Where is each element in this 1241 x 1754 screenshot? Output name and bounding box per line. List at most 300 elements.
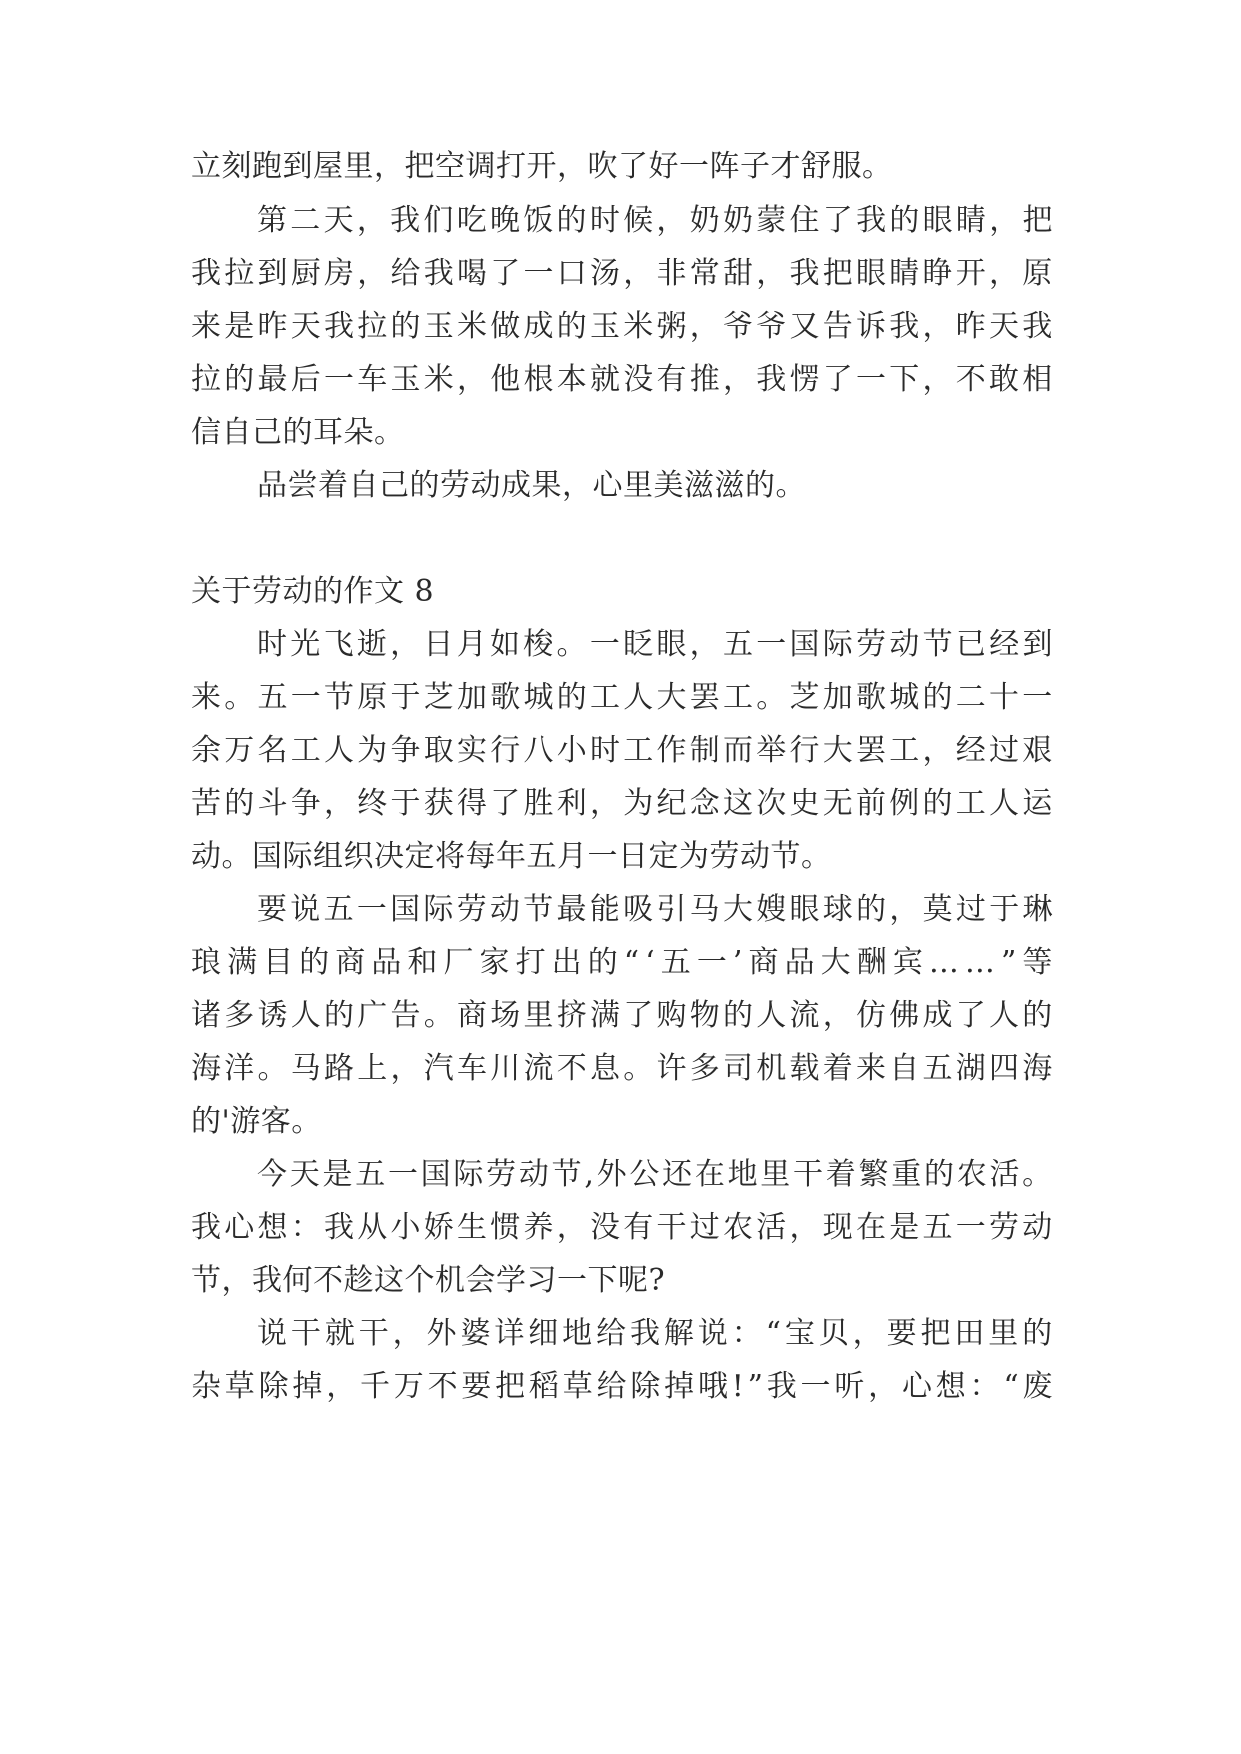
char: 告: [390, 998, 421, 1033]
char: 挤: [556, 998, 588, 1033]
char: 拉: [224, 256, 255, 291]
char: 出: [551, 945, 583, 980]
char: 又: [789, 309, 820, 344]
char: 动: [518, 1157, 550, 1192]
char: 加: [822, 680, 854, 715]
char: 光: [290, 627, 321, 662]
char: 本: [556, 362, 588, 397]
char: 厂: [443, 945, 474, 980]
char: 地: [562, 1316, 593, 1351]
char: 日: [423, 627, 454, 662]
char: 许: [656, 1051, 687, 1086]
char: 眼: [656, 627, 687, 662]
text-line: [191, 1049, 1053, 1089]
char: 五: [257, 680, 288, 715]
char: 活: [989, 1157, 1020, 1192]
char: 厨: [290, 256, 322, 291]
char: ”: [1000, 945, 1017, 980]
char: 的: [889, 203, 920, 238]
char: 拉: [191, 362, 222, 397]
char: 的: [922, 680, 953, 715]
char: 奶: [689, 203, 721, 238]
char: 天: [289, 1157, 321, 1192]
char: 口: [556, 256, 588, 291]
char: 。: [623, 1051, 654, 1086]
text-line: [191, 943, 1053, 983]
char: 里: [988, 1316, 1019, 1351]
char: 万: [393, 1369, 425, 1404]
char: 还: [662, 1157, 693, 1192]
char: 湖: [955, 1051, 987, 1086]
char: 蒙: [756, 203, 787, 238]
char: 地: [727, 1157, 759, 1192]
char: ，: [822, 998, 854, 1033]
char: ，: [556, 1210, 588, 1245]
char: 的: [390, 309, 421, 344]
char: 为: [357, 733, 388, 768]
char: 我: [789, 256, 820, 291]
char: 于: [390, 786, 421, 821]
char: 哦: [697, 1369, 729, 1404]
char: 没: [590, 1210, 621, 1245]
char: ，: [868, 1369, 899, 1404]
char: ，: [922, 733, 953, 768]
char: 诸: [191, 998, 222, 1033]
char: 逝: [356, 627, 388, 662]
char: 了: [955, 998, 987, 1033]
char: 车: [457, 1051, 488, 1086]
char: 成: [922, 998, 953, 1033]
char: 来: [856, 1051, 887, 1086]
char: 外: [596, 1157, 628, 1192]
char: 有: [623, 1210, 654, 1245]
char: ，: [689, 627, 721, 662]
char: 罢: [856, 733, 887, 768]
char: 着: [822, 1051, 854, 1086]
text-line: [191, 678, 1053, 718]
char: ，: [989, 203, 1020, 238]
char: 睁: [922, 256, 953, 291]
char: ‘: [645, 945, 656, 980]
char: 要: [257, 892, 288, 927]
char: 给: [596, 1369, 628, 1404]
char: 无: [822, 786, 854, 821]
char: 我: [1022, 309, 1053, 344]
char: 过: [989, 733, 1020, 768]
char: 掉: [292, 1369, 323, 1404]
char: 田: [954, 1316, 985, 1351]
char: 加: [457, 680, 488, 715]
char: 上: [357, 1051, 388, 1086]
char: 二: [290, 203, 321, 238]
char: 的: [299, 945, 330, 980]
char: 粥: [656, 309, 687, 344]
char: 饭: [523, 203, 554, 238]
char: 我: [390, 203, 421, 238]
char: 活: [756, 1210, 787, 1245]
char: ，: [324, 786, 355, 821]
paragraph-start-line: [257, 625, 1053, 665]
char: 人: [989, 786, 1020, 821]
char: 工: [290, 733, 322, 768]
char: 一: [1022, 680, 1053, 715]
char: 今: [257, 1157, 288, 1192]
char: 二: [955, 680, 987, 715]
text-line: 动。国际组织决定将每年五月一日定为劳动节。: [191, 839, 832, 874]
char: 一: [696, 945, 728, 980]
char: 的: [556, 203, 588, 238]
char: 工: [623, 733, 654, 768]
char: 睛: [955, 203, 987, 238]
char: 十: [989, 680, 1020, 715]
char: ，: [723, 362, 754, 397]
char: 运: [1022, 786, 1053, 821]
char: 。: [756, 680, 787, 715]
char: 。: [423, 998, 455, 1033]
paragraph-start-line: [257, 201, 1053, 241]
char: 过: [955, 892, 987, 927]
char: 马: [689, 892, 721, 927]
char: 要: [886, 1316, 918, 1351]
char: 玉: [390, 362, 421, 397]
char: 天: [323, 203, 355, 238]
char: 目: [263, 945, 294, 980]
char: 一: [800, 1369, 832, 1404]
char: 繁: [858, 1157, 889, 1192]
char: 一: [290, 680, 322, 715]
char: 天: [989, 309, 1020, 344]
char: 过: [689, 1210, 721, 1245]
char: 城: [889, 680, 920, 715]
char: 劳: [486, 1157, 517, 1192]
char: 五: [355, 1157, 386, 1192]
char: 的: [556, 680, 588, 715]
char: 工: [590, 680, 621, 715]
char: 路: [324, 1051, 355, 1086]
char: 购: [656, 998, 687, 1033]
text-line: [191, 254, 1053, 294]
char: 我: [629, 1316, 661, 1351]
char: 吸: [623, 892, 654, 927]
char: 行: [789, 733, 820, 768]
char: 的: [1022, 1316, 1053, 1351]
char: 劳: [856, 627, 887, 662]
char: 房: [324, 256, 355, 291]
char: 把: [822, 256, 854, 291]
char: 得: [457, 786, 488, 821]
char: 流: [789, 998, 820, 1033]
char: 汽: [423, 1051, 455, 1086]
char: 掉: [664, 1369, 695, 1404]
char: 品: [784, 945, 816, 980]
char: 工: [889, 733, 920, 768]
char: 洋: [224, 1051, 255, 1086]
char: 把: [495, 1369, 526, 1404]
char: 时: [257, 627, 288, 662]
char: 流: [523, 1051, 554, 1086]
char: 终: [357, 786, 388, 821]
char: 这: [723, 786, 754, 821]
char: 司: [723, 1051, 754, 1086]
char: 的: [224, 786, 255, 821]
char: 引: [656, 892, 687, 927]
char: 琅: [191, 945, 222, 980]
text-line: [191, 731, 1053, 771]
char: 球: [822, 892, 854, 927]
char: 相: [1022, 362, 1053, 397]
char: 制: [689, 733, 721, 768]
char: 作: [656, 733, 687, 768]
char: 莫: [922, 892, 954, 927]
char: 到: [257, 256, 288, 291]
char: 的: [587, 945, 619, 980]
char: 养: [523, 1210, 554, 1245]
char: 一: [955, 1210, 987, 1245]
char: 歌: [490, 680, 521, 715]
char: 做: [490, 309, 521, 344]
char: 杂: [191, 1369, 222, 1404]
char: 诉: [856, 309, 887, 344]
char: 除: [630, 1369, 661, 1404]
char: ，: [852, 1316, 884, 1351]
char: ，: [590, 786, 621, 821]
char: 细: [528, 1316, 559, 1351]
char: 经: [989, 627, 1020, 662]
char: 吃: [456, 203, 488, 238]
char: 多: [689, 1051, 721, 1086]
char: 我: [756, 362, 787, 397]
char: 后: [290, 362, 322, 397]
char: 梭: [523, 627, 554, 662]
char: 城: [523, 680, 554, 715]
char: 从: [357, 1210, 388, 1245]
char: 愣: [789, 362, 820, 397]
text-line: 信自己的耳朵。: [191, 415, 405, 450]
char: 海: [191, 1051, 222, 1086]
char: 五: [323, 892, 355, 927]
char: 行: [490, 733, 521, 768]
char: 是: [224, 309, 255, 344]
char: 于: [390, 680, 421, 715]
char: ’: [732, 945, 743, 980]
char: 宝: [784, 1316, 816, 1351]
char: 有: [656, 362, 687, 397]
char: 动: [889, 627, 920, 662]
char: 获: [423, 786, 455, 821]
char: 除: [258, 1369, 290, 1404]
char: 不: [955, 362, 987, 397]
char: 公: [629, 1157, 660, 1192]
char: 我: [324, 309, 355, 344]
section-heading: 关于劳动的作文 8: [191, 574, 435, 609]
char: 人: [290, 998, 322, 1033]
char: 昨: [257, 309, 288, 344]
char: 的: [856, 892, 887, 927]
char: 不: [427, 1369, 459, 1404]
char: 里: [523, 998, 554, 1033]
char: 。: [1022, 1157, 1053, 1192]
char: 把: [920, 1316, 951, 1351]
char: 大: [656, 680, 687, 715]
char: 外: [426, 1316, 458, 1351]
char: ,: [584, 1157, 595, 1192]
char: 四: [989, 1051, 1020, 1086]
char: 原: [1022, 256, 1053, 291]
char: “: [765, 1316, 782, 1351]
char: 把: [1022, 203, 1053, 238]
char: 眨: [623, 627, 654, 662]
text-line: 立刻跑到屋里，把空调打开，吹了好一阵子才舒服。: [191, 149, 893, 184]
char: ，: [390, 1051, 421, 1086]
char: 是: [322, 1157, 353, 1192]
char: 劳: [989, 1210, 1020, 1245]
char: 马: [290, 1051, 322, 1086]
char: 重: [891, 1157, 922, 1192]
char: 废: [1022, 1369, 1053, 1404]
char: 眼: [922, 203, 954, 238]
char: 多: [224, 998, 255, 1033]
char: 想: [257, 1210, 288, 1245]
char: ，: [392, 1316, 424, 1351]
char: 米: [457, 309, 488, 344]
char: 前: [856, 786, 887, 821]
char: 商: [457, 998, 488, 1033]
char: 是: [889, 1210, 920, 1245]
char: 没: [623, 362, 654, 397]
char: 物: [689, 998, 721, 1033]
char: 一: [756, 627, 787, 662]
char: 场: [490, 998, 521, 1033]
char: 车: [357, 362, 388, 397]
char: 最: [257, 362, 288, 397]
char: 我: [324, 1210, 355, 1245]
char: 载: [789, 1051, 820, 1086]
char: 广: [357, 998, 388, 1033]
char: 稻: [528, 1369, 560, 1404]
char: 说: [697, 1316, 729, 1351]
char: 了: [490, 256, 521, 291]
char: 的: [556, 309, 588, 344]
char: 诱: [257, 998, 288, 1033]
char: 大: [722, 892, 754, 927]
char: 生: [457, 1210, 488, 1245]
char: 名: [257, 733, 288, 768]
char: 家: [479, 945, 510, 980]
char: 给: [390, 256, 421, 291]
char: 川: [490, 1051, 521, 1086]
char: 下: [889, 362, 920, 397]
char: 五: [660, 945, 692, 980]
char: 为: [623, 786, 654, 821]
char: 如: [489, 627, 521, 662]
char: ，: [356, 203, 388, 238]
char: 汤: [590, 256, 621, 291]
char: 飞: [323, 627, 355, 662]
char: 动: [1022, 1210, 1053, 1245]
char: 成: [523, 309, 554, 344]
char: 非: [656, 256, 687, 291]
char: 和: [407, 945, 438, 980]
paragraph-start-line: 品尝着自己的劳动成果，心里美滋滋的。: [257, 468, 806, 503]
char: 息: [590, 1051, 621, 1086]
char: ，: [656, 203, 687, 238]
char: ，: [889, 892, 920, 927]
text-line: [191, 1367, 1053, 1407]
char: 了: [623, 998, 654, 1033]
paragraph-start-line: [257, 890, 1053, 930]
char: ，: [989, 256, 1020, 291]
char: 心: [224, 1210, 255, 1245]
char: 草: [562, 1369, 594, 1404]
char: 月: [456, 627, 488, 662]
char: 在: [694, 1157, 726, 1192]
char: 解: [663, 1316, 695, 1351]
char: 仿: [856, 998, 887, 1033]
char: 开: [955, 256, 987, 291]
char: 想: [935, 1369, 967, 1404]
char: 喝: [457, 256, 488, 291]
char: 拉: [357, 309, 388, 344]
char: 次: [756, 786, 787, 821]
char: 能: [589, 892, 621, 927]
char: 的: [324, 998, 355, 1033]
char: 人: [989, 998, 1020, 1033]
char: 八: [523, 733, 554, 768]
char: 一: [589, 627, 621, 662]
char: 史: [789, 786, 820, 821]
char: 举: [756, 733, 787, 768]
char: 时: [589, 203, 621, 238]
char: 敢: [989, 362, 1020, 397]
char: 而: [723, 733, 754, 768]
char: ：: [731, 1316, 763, 1351]
char: 芝: [789, 680, 820, 715]
char: 我: [889, 309, 920, 344]
char: 原: [357, 680, 388, 715]
text-line: [191, 360, 1053, 400]
char: 节: [523, 892, 554, 927]
char: 琳: [1022, 892, 1053, 927]
char: 农: [956, 1157, 988, 1192]
char: 胜: [523, 786, 554, 821]
char: 万: [224, 733, 255, 768]
char: 已: [955, 627, 987, 662]
char: 我: [856, 203, 887, 238]
char: 推: [689, 362, 721, 397]
char: 小: [556, 733, 588, 768]
char: 利: [556, 786, 588, 821]
char: ，: [457, 362, 488, 397]
char: 昨: [955, 309, 987, 344]
char: 我: [423, 256, 455, 291]
char: 甜: [723, 256, 754, 291]
char: “: [1003, 1369, 1020, 1404]
char: 了: [822, 203, 854, 238]
char: ：: [969, 1369, 1001, 1404]
char: “: [623, 945, 640, 980]
char: 自: [889, 1051, 920, 1086]
char: 们: [423, 203, 454, 238]
char: 节: [551, 1157, 583, 1192]
char: 。: [257, 1051, 288, 1086]
char: 大: [820, 945, 852, 980]
char: 争: [290, 786, 322, 821]
char: 着: [825, 1157, 857, 1192]
char: 五: [722, 627, 754, 662]
char: 一: [856, 362, 887, 397]
char: 打: [515, 945, 547, 980]
char: 工: [723, 680, 754, 715]
